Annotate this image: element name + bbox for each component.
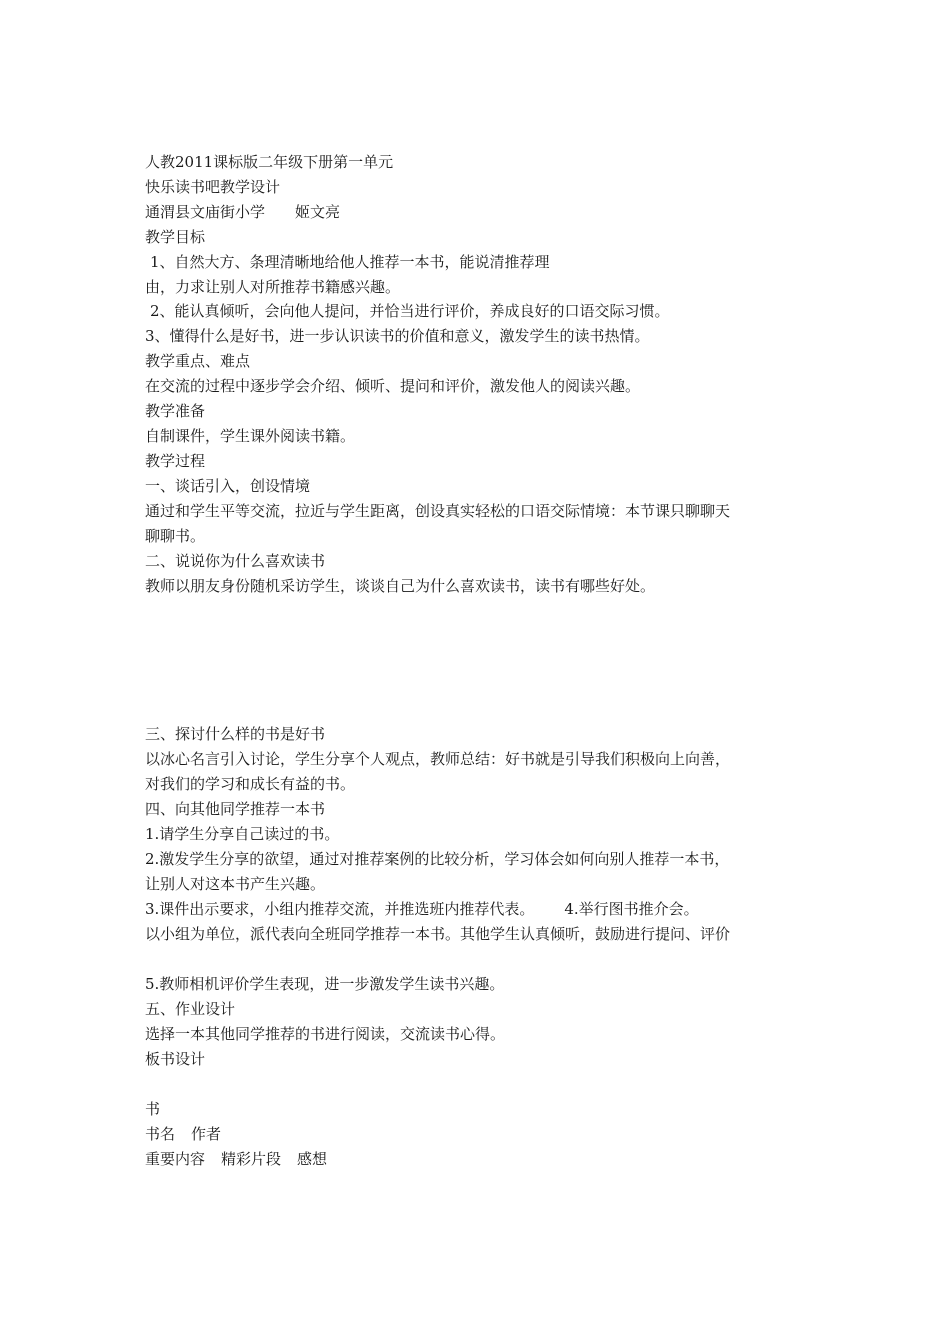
step3-text-a: 以冰心名言引入讨论，学生分享个人观点，教师总结：好书就是引导我们积极向上向善， [145, 750, 731, 768]
objectives-heading: 教学目标 [145, 228, 206, 246]
step4-item-1: 1.请学生分享自己读过的书。 [145, 825, 340, 843]
board-author: 作者 [191, 1125, 222, 1143]
step2-heading: 二、说说你为什么喜欢读书 [145, 552, 326, 570]
step1-text-b: 聊聊书。 [145, 527, 206, 545]
step2-text: 教师以朋友身份随机采访学生，谈谈自己为什么喜欢读书，读书有哪些好处。 [145, 577, 656, 595]
process-heading: 教学过程 [145, 452, 206, 470]
step5-heading: 五、作业设计 [145, 1000, 236, 1018]
board-title: 书名 [145, 1125, 176, 1143]
board-book: 书 [145, 1100, 161, 1118]
step4-item-4: 4.举行图书推介会。 [564, 900, 699, 918]
board-heading: 板书设计 [145, 1050, 206, 1068]
board-feeling: 感想 [297, 1150, 328, 1168]
author-name: 姬文亮 [295, 203, 341, 221]
step4-item-2-a: 2.激发学生分享的欲望，通过对推荐案例的比较分析，学习体会如何向别人推荐一本书， [145, 850, 730, 868]
objective-2: 2、能认真倾听，会向他人提问，并恰当进行评价，养成良好的口语交际习惯。 [150, 302, 670, 320]
step4-heading: 四、向其他同学推荐一本书 [145, 800, 326, 818]
board-row-content [145, 1148, 327, 1170]
board-excerpt: 精彩片段 [221, 1150, 282, 1168]
step4-item-5: 5.教师相机评价学生表现，进一步激发学生读书兴趣。 [145, 975, 505, 993]
prep-heading: 教学准备 [145, 402, 206, 420]
step5-text: 选择一本其他同学推荐的书进行阅读，交流读书心得。 [145, 1025, 506, 1043]
doc-title-line2: 快乐读书吧教学设计 [145, 178, 281, 196]
step4-item-3-4 [145, 898, 699, 920]
step1-heading: 一、谈话引入，创设情境 [145, 477, 311, 495]
step4-item-4-detail: 以小组为单位，派代表向全班同学推荐一本书。其他学生认真倾听，鼓励进行提问、评价 [145, 925, 731, 943]
school-name: 通渭县文庙街小学 [145, 203, 266, 221]
objective-1-a: 1、自然大方、条理清晰地给他人推荐一本书，能说清推荐理 [150, 253, 550, 271]
key-points-text: 在交流的过程中逐步学会介绍、倾听、提问和评价，激发他人的阅读兴趣。 [145, 377, 641, 395]
board-content: 重要内容 [145, 1150, 206, 1168]
step4-item-3: 3.课件出示要求，小组内推荐交流，并推选班内推荐代表。 [145, 900, 535, 918]
doc-author-line [145, 201, 340, 223]
step1-text-a: 通过和学生平等交流，拉近与学生距离，创设真实轻松的口语交际情境：本节课只聊聊天 [145, 502, 731, 520]
step3-heading: 三、探讨什么样的书是好书 [145, 725, 326, 743]
key-points-heading: 教学重点、难点 [145, 352, 251, 370]
doc-title-line1: 人教2011课标版二年级下册第一单元 [145, 153, 394, 171]
objective-1-b: 由，力求让别人对所推荐书籍感兴趣。 [145, 278, 401, 296]
step4-item-2-b: 让别人对这本书产生兴趣。 [145, 875, 326, 893]
objective-3: 3、懂得什么是好书，进一步认识读书的价值和意义，激发学生的读书热情。 [145, 327, 650, 345]
prep-text: 自制课件，学生课外阅读书籍。 [145, 427, 356, 445]
board-row-title [145, 1123, 221, 1145]
step3-text-b: 对我们的学习和成长有益的书。 [145, 775, 356, 793]
